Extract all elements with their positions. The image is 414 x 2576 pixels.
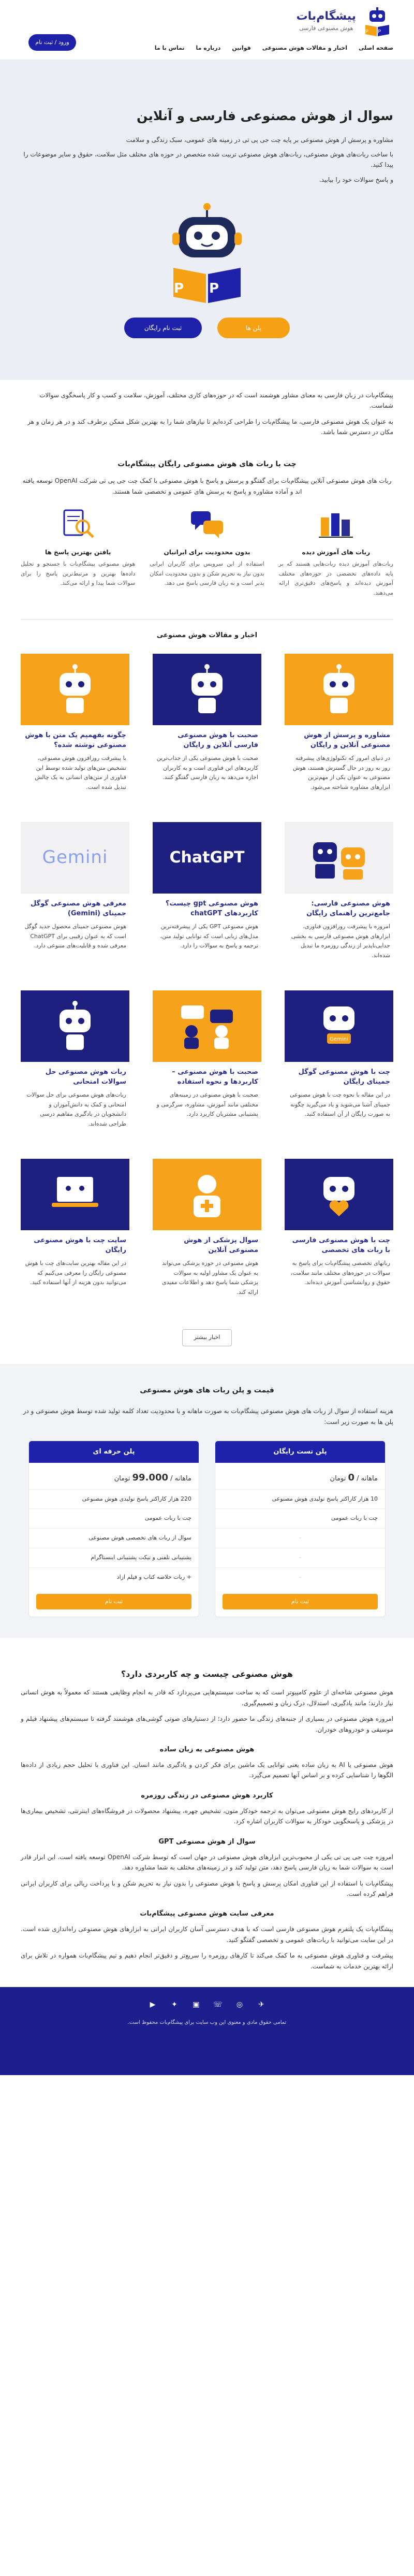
article-thumbnail[interactable] bbox=[153, 654, 261, 725]
articles-title: اخبار و مقالات هوش مصنوعی bbox=[156, 631, 258, 639]
intro-text bbox=[21, 380, 393, 438]
article-paragraph: پیشگام‌بات با استفاده از این فناوری امکان پرسش و پاسخ با هوش مصنوعی را بدون نیاز به تحریم شکن و با پرداخت ریالی برای کاربران ایرانی فراهم کرده است. bbox=[21, 1879, 393, 1897]
article-title[interactable]: چت با هوش مصنوعی فارسی با ربات های تخصصی bbox=[292, 1236, 390, 1255]
article-title[interactable]: ربات هوش مصنوعی حل سوالات امتحانی bbox=[45, 1068, 126, 1086]
plan-feature: سوال از ربات های تخصصی هوش مصنوعی bbox=[29, 1528, 199, 1548]
feature-item bbox=[150, 507, 264, 598]
brand-subtitle: هوش مصنوعی فارسی bbox=[299, 24, 353, 32]
plan-feature: - bbox=[215, 1528, 385, 1548]
linkedin-icon[interactable]: ▣ bbox=[193, 2001, 200, 2009]
plan-card-pro bbox=[28, 1441, 199, 1617]
article-paragraph: از کاربردهای رایج هوش مصنوعی می‌توان به ترجمه خودکار متون، تشخیص چهره، پیشنهاد محصولات در فروشگاه‌های اینترنتی، تشخیص بیماری‌ها در پزشکی و پاسخگویی خودکار به سوالات کاربران اشاره کرد. bbox=[21, 1807, 393, 1825]
article-paragraph: هوش مصنوعی شاخه‌ای از علوم کامپیوتر است که به ساخت سیستم‌هایی می‌پردازد که قادر به انجام وظایفی هستند که معمولاً به هوش انسانی نیاز دارند؛ مانند یادگیری، استدلال، درک زبان و تصمیم‌گیری. bbox=[21, 1689, 393, 1707]
plan-name: پلن حرفه ای bbox=[29, 1441, 199, 1463]
article-excerpt: صحبت با هوش مصنوعی در زمینه‌های مختلفی مانند آموزش، مشاوره، سرگرمی و پشتیبانی مشتریان کاربرد دارد. bbox=[156, 1091, 258, 1118]
article-title[interactable]: چگونه بفهمیم یک متن با هوش مصنوعی نوشته شده؟ bbox=[25, 731, 126, 750]
plans-button[interactable]: پلن ها bbox=[217, 318, 290, 338]
article-heading: کاربرد هوش مصنوعی در زندگی روزمره bbox=[141, 1791, 273, 1800]
article-title[interactable]: هوش مصنوعی gpt چیست؟ کاربردهای chatGPT bbox=[165, 899, 258, 918]
pricing-section bbox=[0, 1364, 414, 1638]
article-excerpt: رباتهای تخصصی پیشگام‌بات برای پاسخ به سوالات در حوزه‌های مختلف مانند سلامت، حقوق و روانشناسی آموزش دیده‌اند. bbox=[290, 1259, 390, 1286]
article-card[interactable] bbox=[21, 822, 129, 975]
article-title[interactable]: صحبت با هوش مصنوعی فارسی آنلاین و رایگان bbox=[178, 731, 258, 750]
articles-grid bbox=[21, 654, 393, 1312]
article-paragraph: امروزه هوش مصنوعی در بسیاری از جنبه‌های زندگی ما حضور دارد؛ از دستیارهای صوتی گوشی‌های هوشمند گرفته تا سیستم‌های پیشنهاد فیلم و موسیقی و خودروهای خودران. bbox=[21, 1715, 393, 1733]
plan-feature: چت با ربات عمومی bbox=[215, 1508, 385, 1528]
article-paragraph: پیشرفت و فناوری هوش مصنوعی به ما کمک می‌کند تا کارهای روزمره را سریع‌تر و دقیق‌تر انجام دهیم و تیم پیشگام‌بات همواره در تلاش برای ارائه بهترین خدمات به شماست. bbox=[21, 1952, 393, 1970]
articles-section bbox=[21, 630, 393, 1346]
feature-text: ربات‌های آموزش دیده ربات‌هایی هستند که بر پایه داده‌های تخصصی در حوزه‌های مختلف آموزش دیده‌اند و پاسخ‌های دقیق‌تری ارائه می‌دهند. bbox=[278, 560, 393, 597]
feature-list bbox=[21, 507, 393, 598]
article-thumbnail[interactable] bbox=[21, 654, 129, 725]
plan-feature: + ربات خلاصه کتاب و فیلم ازاد bbox=[29, 1567, 199, 1587]
plans bbox=[21, 1441, 393, 1617]
article-thumbnail[interactable] bbox=[285, 822, 393, 894]
site-logo[interactable] bbox=[297, 6, 393, 37]
feature-title: یافتن بهترین پاسخ ها bbox=[45, 548, 111, 556]
svg-text:P: P bbox=[209, 281, 219, 297]
article-title[interactable]: هوش مصنوعی فارسی: جامع‌ترین راهنمای رایگان bbox=[306, 899, 390, 918]
plan-feature: 10 هزار کاراکتر پاسخ تولیدی هوش مصنوعی bbox=[215, 1489, 385, 1509]
chatbots-section bbox=[21, 458, 393, 620]
login-button[interactable]: ورود / ثبت نام bbox=[28, 34, 76, 51]
article-heading: هوش مصنوعی چیست و چه کاربردی دارد؟ bbox=[121, 1669, 293, 1679]
article-excerpt: در دنیای امروز که تکنولوژی‌های پیشرفته روز به روز در حال گسترش هستند، هوش مصنوعی به عنوان یکی از مهم‌ترین ابزارهای مشاوره شناخته می‌شود. bbox=[292, 754, 390, 790]
copyright-text: تمامی حقوق مادی و معنوی این وب سایت برای پیشگام‌بات محفوظ است. bbox=[127, 2020, 287, 2026]
plan-price: ماهانه / 0 تومان bbox=[330, 1472, 378, 1484]
site-header bbox=[0, 0, 414, 60]
nav-about[interactable]: درباره ما bbox=[196, 45, 221, 51]
youtube-icon[interactable]: ▶ bbox=[150, 2001, 156, 2009]
robot-logo-icon bbox=[361, 6, 393, 37]
robot-reading-illustration-icon bbox=[158, 202, 256, 305]
article-title[interactable]: صحبت با هوش مصنوعی – کاربردها و نحوه استفاده bbox=[172, 1068, 258, 1086]
article-excerpt: هوش مصنوعی GPT یکی از پیشرفته‌ترین مدل‌های زبانی است که توانایی تولید متن، ترجمه و پاسخ به سوالات را دارد. bbox=[160, 923, 258, 949]
pricing-title: قیمت و پلن ربات های هوش مصنوعی bbox=[140, 1386, 274, 1394]
nav-contact[interactable]: تماس با ما bbox=[154, 45, 185, 51]
article-thumbnail[interactable]: ChatGPT bbox=[153, 822, 261, 894]
plan-card-free bbox=[215, 1441, 386, 1617]
article-card[interactable] bbox=[285, 990, 393, 1143]
seo-article bbox=[21, 1638, 393, 1987]
svg-text:P: P bbox=[173, 281, 184, 297]
instagram-icon[interactable]: ◎ bbox=[236, 2001, 243, 2009]
site-footer bbox=[0, 1987, 414, 2075]
books-icon bbox=[317, 507, 355, 540]
article-card[interactable] bbox=[153, 654, 261, 807]
plan-signup-button[interactable]: ثبت نام bbox=[36, 1594, 191, 1609]
section-divider bbox=[21, 619, 393, 620]
hero-title: سوال از هوش مصنوعی فارسی و آنلاین bbox=[137, 108, 393, 123]
article-card[interactable] bbox=[153, 822, 261, 975]
article-title[interactable]: سوال پزشکی از هوش مصنوعی آنلاین bbox=[184, 1236, 258, 1255]
nav-articles[interactable]: اخبار و مقالات هوش مصنوعی bbox=[262, 45, 347, 51]
article-card[interactable] bbox=[21, 654, 129, 807]
feature-item bbox=[279, 507, 393, 598]
plan-feature: پشتیبانی تلفنی و تیکت پشتیبانی اینستاگرام bbox=[29, 1548, 199, 1567]
feature-text: استفاده از این سرویس برای کاربران ایرانی بدون نیاز به تحریم شکن و بدون محدودیت امکان پذیر است و به زبان فارسی پاسخ می دهد. bbox=[150, 560, 264, 587]
main-nav bbox=[155, 44, 393, 53]
feature-item bbox=[21, 507, 135, 598]
social-links bbox=[0, 1999, 414, 2011]
free-signup-button[interactable]: ثبت نام رایگان bbox=[124, 318, 202, 338]
article-card[interactable] bbox=[21, 990, 129, 1143]
article-thumbnail[interactable] bbox=[21, 1159, 129, 1230]
hero-text-3: و پاسخ سوالات خود را بیابید. bbox=[319, 176, 393, 183]
plan-name: پلن تست رایگان bbox=[215, 1441, 385, 1463]
plan-feature: - bbox=[215, 1567, 385, 1587]
plan-signup-button[interactable]: ثبت نام bbox=[223, 1594, 378, 1609]
article-thumbnail[interactable] bbox=[285, 990, 393, 1062]
plan-price: ماهانه / 99.000 تومان bbox=[114, 1472, 191, 1484]
article-heading: هوش مصنوعی به زبان ساده bbox=[159, 1745, 255, 1753]
hero-text-1: مشاوره و پرسش از هوش مصنوعی بر پایه چت جی پی تی در زمینه های عمومی، سبک زندگی و سلامت bbox=[126, 136, 393, 143]
article-thumbnail[interactable] bbox=[285, 654, 393, 725]
plan-feature: چت با ربات عمومی bbox=[29, 1508, 199, 1528]
article-paragraph: امروزه چت جی پی تی یکی از محبوب‌ترین ابزارهای هوش مصنوعی در جهان است که توسط شرکت OpenAI توسعه یافته است. این ابزار قادر است به سوالات شما به زبان فارسی پاسخ دهد، متن تولید کند و در زمینه‌های مختلف به شما مشاوره دهد. bbox=[21, 1853, 393, 1872]
plan-feature: - bbox=[215, 1548, 385, 1567]
article-card[interactable] bbox=[153, 1159, 261, 1312]
telegram-icon[interactable]: ✈ bbox=[258, 2001, 264, 2009]
hero-section bbox=[0, 60, 414, 380]
article-title[interactable]: معرفی هوش مصنوعی گوگل جمینای (Gemini) bbox=[30, 899, 126, 918]
plan-feature: 220 هزار کاراکتر پاسخ تولیدی هوش مصنوعی bbox=[29, 1489, 199, 1509]
brand-title: پیشگام‌بات bbox=[296, 10, 356, 23]
article-title[interactable]: چت با هوش مصنوعی گوگل جمینای رایگان bbox=[298, 1068, 390, 1086]
article-thumbnail[interactable] bbox=[153, 990, 261, 1062]
article-excerpt: هوش مصنوعی جمینای محصول جدید گوگل است که به عنوان رقیبی برای ChatGPT معرفی شده و قابلیت‌های متنوعی دارد. bbox=[24, 923, 126, 949]
svg-text:P: P bbox=[377, 29, 381, 35]
nav-rules[interactable]: قوانین bbox=[232, 45, 251, 51]
hero-text-2: با ساخت ربات‌های هوش مصنوعی، ربات‌های هوش مصنوعی تربیت شده متخصص در حوزه های مختلف مثل سلامت، حقوق و سایر موضوعات را پیدا کنید. bbox=[23, 150, 393, 169]
intro-paragraph: پیشگام‌بات در زبان فارسی به معنای مشاور هوشمند است که در حوزه‌های کاری مختلف، آموزش، سلامت و کسب و کار پاسخگوی سوالات شماست. bbox=[39, 392, 393, 410]
svg-text:Gemini: Gemini bbox=[330, 1036, 348, 1042]
feature-text: هوش مصنوعی پیشگام‌بات با جستجو و تحلیل داده‌ها بهترین و مرتبط‌ترین پاسخ را برای سوالات شما پیدا و ارائه می‌کند. bbox=[21, 560, 136, 587]
chatbots-title: چت با ربات های هوش مصنوعی رایگان پیشگام‌بات bbox=[117, 459, 297, 468]
whatsapp-icon[interactable]: ☏ bbox=[213, 2001, 223, 2009]
article-excerpt: صحبت با هوش مصنوعی یکی از جذاب‌ترین کاربردهای این فناوری است و به کاربران اجازه می‌دهد به زبان فارسی گفتگو کنند. bbox=[156, 754, 258, 781]
article-heading: سوال از هوش مصنوعی GPT bbox=[158, 1837, 256, 1846]
article-thumbnail[interactable]: Gemini bbox=[21, 822, 129, 894]
chat-bubbles-icon bbox=[188, 507, 226, 540]
article-heading: معرفی سایت هوش مصنوعی پیشگام‌بات bbox=[140, 1910, 274, 1918]
article-card[interactable] bbox=[153, 990, 261, 1143]
nav-home[interactable]: صفحه اصلی bbox=[359, 45, 393, 51]
article-card[interactable] bbox=[285, 1159, 393, 1312]
twitter-icon[interactable]: ✦ bbox=[171, 2001, 178, 2009]
article-thumbnail[interactable] bbox=[21, 990, 129, 1062]
article-paragraph: هوش مصنوعی یا AI به زبان ساده یعنی توانایی یک ماشین برای فکر کردن و یادگیری مانند انسان. این فناوری با تحلیل حجم زیادی از داده‌ها الگوها را شناسایی کرده و بر اساس آنها تصمیم می‌گیرد. bbox=[21, 1761, 393, 1779]
article-card[interactable] bbox=[285, 654, 393, 807]
article-card[interactable] bbox=[21, 1159, 129, 1312]
pricing-intro: هزینه استفاده از سوال از ربات های هوش مصنوعی پیشگام‌بات به صورت ماهانه و با محدودیت تعداد کلمه تولید شده توسط هوش مصنوعی و در پلن ها به صورت زیر است: bbox=[23, 1407, 393, 1426]
article-card[interactable] bbox=[285, 822, 393, 975]
article-title[interactable]: سایت چت با هوش مصنوعی رایگان bbox=[34, 1236, 126, 1255]
article-thumbnail[interactable] bbox=[153, 1159, 261, 1230]
article-excerpt: با پیشرفت روزافزون هوش مصنوعی، تشخیص متن‌های تولید شده توسط این فناوری از متن‌های انسانی به یک چالش تبدیل شده است. bbox=[35, 754, 126, 790]
search-doc-icon bbox=[59, 507, 97, 540]
article-title[interactable]: مشاوره و پرسش از هوش مصنوعی آنلاین و رایگان bbox=[304, 731, 390, 750]
article-thumbnail[interactable] bbox=[285, 1159, 393, 1230]
article-excerpt: در این مقاله با نحوه چت با هوش مصنوعی جمینای آشنا می‌شوید و یاد می‌گیرید چگونه به صورت رایگان از آن استفاده کنید. bbox=[290, 1091, 390, 1118]
svg-text:P: P bbox=[365, 29, 368, 35]
article-paragraph: پیشگام‌بات یک پلتفرم هوش مصنوعی فارسی است که با هدف دسترسی آسان کاربران ایرانی به ابزارهای هوش مصنوعی راه‌اندازی شده است. در این سایت می‌توانید با ربات‌های عمومی و تخصصی گفتگو کنید. bbox=[21, 1925, 393, 1944]
article-excerpt: هوش مصنوعی در حوزه پزشکی می‌تواند به عنوان یک مشاور اولیه به سوالات پزشکی شما پاسخ دهد و اطلاعات مفیدی ارائه کند. bbox=[162, 1259, 258, 1296]
feature-title: ربات های آموزش دیده bbox=[302, 548, 371, 556]
feature-title: بدون محدودیت برای ایرانیان bbox=[164, 548, 250, 556]
article-excerpt: امروزه با پیشرفت روزافزون فناوری، ابزارهای هوش مصنوعی فارسی به بخشی جدایی‌ناپذیر از زندگی روزمره ما تبدیل شده‌اند. bbox=[291, 923, 390, 959]
article-excerpt: در این مقاله بهترین سایت‌های چت با هوش مصنوعی رایگان را معرفی می‌کنیم که می‌توانید بدون هزینه از آنها استفاده کنید. bbox=[25, 1259, 126, 1286]
intro-paragraph: به عنوان یک هوش مصنوعی فارسی، ما پیشگام‌بات را طراحی کرده‌ایم تا نیازهای شما را به بهترین شکل ممکن برطرف کند و در هر زمان و هر مکان در دسترس شما باشد. bbox=[27, 418, 393, 436]
chatbots-text: ربات های هوش مصنوعی آنلاین پیشگام‌بات برای گفتگو و پرسش و پاسخ با هوش مصنوعی با کمک چت جی پی تی شرکت OpenAI توسعه یافته اند و آماده مشاوره و پاسخ به پرسش های عمومی و تخصصی شما هستند. bbox=[22, 477, 392, 495]
more-news-button[interactable]: اخبار بیشتر bbox=[182, 1329, 232, 1346]
article-excerpt: ربات‌های هوش مصنوعی برای حل سوالات امتحانی و کمک به دانش‌آموزان و دانشجویان در یادگیری مفاهیم درسی طراحی شده‌اند. bbox=[26, 1091, 126, 1127]
